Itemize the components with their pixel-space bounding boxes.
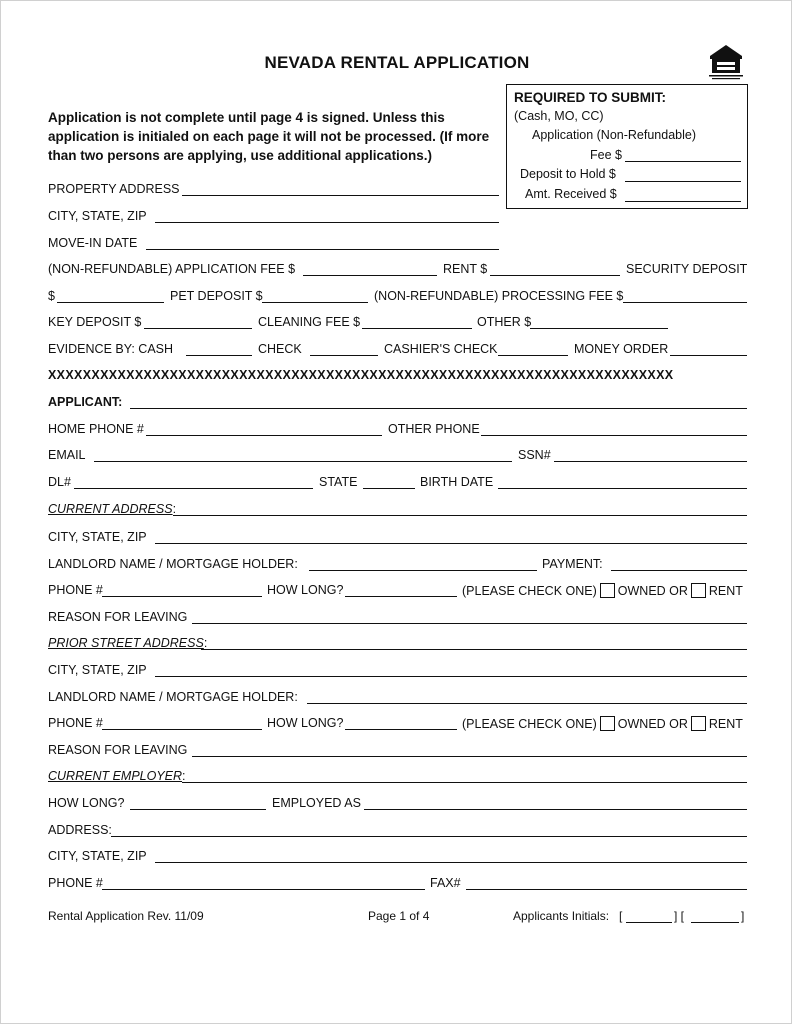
current-reason-field[interactable] <box>192 623 747 624</box>
current-landlord-label: LANDLORD NAME / MORTGAGE HOLDER: <box>48 557 298 571</box>
check-field[interactable] <box>310 355 378 356</box>
footer-bracket-mid: ] [ <box>674 909 685 923</box>
applicant-heading: APPLICANT: <box>48 395 123 409</box>
current-address-field[interactable] <box>173 515 747 516</box>
email-field[interactable] <box>94 461 512 462</box>
required-box <box>506 84 748 209</box>
received-field[interactable] <box>625 201 741 202</box>
property-city-label: CITY, STATE, ZIP <box>48 209 147 223</box>
processing-label: (NON-REFUNDABLE) PROCESSING FEE $ <box>374 289 624 303</box>
cleaning-field[interactable] <box>362 328 472 329</box>
home-phone-field[interactable] <box>146 435 382 436</box>
pet-label: PET DEPOSIT $ <box>170 289 263 303</box>
cleaning-label: CLEANING FEE $ <box>258 315 361 329</box>
prior-reason-label: REASON FOR LEAVING <box>48 743 188 757</box>
key-field[interactable] <box>144 328 252 329</box>
current-owned-checkbox[interactable] <box>600 583 615 598</box>
prior-address-heading <box>48 636 207 650</box>
prior-landlord-label: LANDLORD NAME / MORTGAGE HOLDER: <box>48 690 298 704</box>
page-title: NEVADA RENTAL APPLICATION <box>264 53 530 72</box>
property-address-field[interactable] <box>182 195 499 196</box>
ssn-label: SSN# <box>518 448 551 462</box>
footer-page-number: Page 1 of 4 <box>368 909 430 923</box>
initials-field-2[interactable] <box>691 922 739 923</box>
current-reason-label: REASON FOR LEAVING <box>48 610 188 624</box>
check-label: CHECK <box>258 342 302 356</box>
current-address-title: CURRENT ADDRESS <box>48 502 173 516</box>
current-phone-field[interactable] <box>102 596 262 597</box>
current-landlord-field[interactable] <box>309 570 537 571</box>
prior-phone-label: PHONE # <box>48 716 103 730</box>
employer-phone-label: PHONE # <box>48 876 103 890</box>
payment-field[interactable] <box>611 570 747 571</box>
security-dollar-label: $ <box>48 289 55 303</box>
prior-rent-checkbox[interactable] <box>691 716 706 731</box>
other-label: OTHER $ <box>477 315 532 329</box>
prior-how-long-label: HOW LONG? <box>267 716 344 730</box>
evidence-label: EVIDENCE BY: CASH <box>48 342 174 356</box>
app-fee-field[interactable] <box>303 275 437 276</box>
footer-bracket-open: [ <box>619 909 623 923</box>
current-city-field[interactable] <box>155 543 747 544</box>
cashiers-field[interactable] <box>498 355 568 356</box>
employed-as-label: EMPLOYED AS <box>272 796 361 810</box>
processing-field[interactable] <box>623 302 747 303</box>
cashiers-label: CASHIER'S CHECK <box>384 342 498 356</box>
current-check-one-text: (PLEASE CHECK ONE) <box>462 584 597 598</box>
employer-city-label: CITY, STATE, ZIP <box>48 849 147 863</box>
prior-phone-field[interactable] <box>102 729 262 730</box>
deposit-label: Deposit to Hold $ <box>520 167 616 181</box>
pet-field[interactable] <box>262 302 368 303</box>
prior-landlord-field[interactable] <box>307 703 747 704</box>
current-rent-checkbox[interactable] <box>691 583 706 598</box>
money-order-label: MONEY ORDER <box>574 342 669 356</box>
other-phone-field[interactable] <box>481 435 747 436</box>
required-heading: REQUIRED TO SUBMIT: <box>514 90 667 105</box>
state-field[interactable] <box>363 488 415 489</box>
employer-fax-label: FAX# <box>430 876 461 890</box>
move-in-label: MOVE-IN DATE <box>48 236 138 250</box>
birth-date-field[interactable] <box>498 488 747 489</box>
prior-owned-checkbox[interactable] <box>600 716 615 731</box>
footer-initials-label: Applicants Initials: <box>513 909 610 923</box>
initials-field-1[interactable] <box>626 922 672 923</box>
app-fee-label: (NON-REFUNDABLE) APPLICATION FEE $ <box>48 262 296 276</box>
security-label: SECURITY DEPOSIT <box>626 262 748 276</box>
rent-label: RENT $ <box>443 262 488 276</box>
employed-as-field[interactable] <box>364 809 747 810</box>
application-label: Application (Non-Refundable) <box>532 128 696 142</box>
move-in-field[interactable] <box>146 249 499 250</box>
cash-field[interactable] <box>186 355 252 356</box>
prior-city-field[interactable] <box>155 676 747 677</box>
dl-label: DL# <box>48 475 71 489</box>
prior-check-one-text: (PLEASE CHECK ONE) <box>462 717 597 731</box>
prior-city-label: CITY, STATE, ZIP <box>48 663 147 677</box>
payment-methods: (Cash, MO, CC) <box>514 109 604 123</box>
employer-field[interactable] <box>182 782 747 783</box>
applicant-name-field[interactable] <box>130 408 747 409</box>
received-label: Amt. Received $ <box>525 187 617 201</box>
prior-address-title: PRIOR STREET ADDRESS <box>48 636 204 650</box>
current-check-one-label <box>462 583 743 598</box>
employer-heading <box>48 769 186 783</box>
ssn-field[interactable] <box>554 461 747 462</box>
prior-reason-field[interactable] <box>192 756 747 757</box>
footer-revision: Rental Application Rev. 11/09 <box>48 909 204 923</box>
fee-label: Fee $ <box>590 148 622 162</box>
employer-title: CURRENT EMPLOYER <box>48 769 183 783</box>
employer-phone-field[interactable] <box>102 889 425 890</box>
home-phone-label: HOME PHONE # <box>48 422 144 436</box>
current-city-label: CITY, STATE, ZIP <box>48 530 147 544</box>
deposit-field[interactable] <box>625 181 741 182</box>
other-phone-label: OTHER PHONE <box>388 422 480 436</box>
employer-city-field[interactable] <box>155 862 747 863</box>
current-address-colon: : <box>172 502 177 516</box>
employer-how-long-label: HOW LONG? <box>48 796 125 810</box>
current-rent-label: RENT <box>708 584 743 598</box>
rent-field[interactable] <box>490 275 620 276</box>
employer-fax-field[interactable] <box>466 889 747 890</box>
equal-housing-icon <box>706 43 746 81</box>
birth-date-label: BIRTH DATE <box>420 475 494 489</box>
footer-bracket-close: ] <box>741 909 745 923</box>
current-how-long-label: HOW LONG? <box>267 583 344 597</box>
payment-label: PAYMENT: <box>542 557 603 571</box>
prior-address-field[interactable] <box>201 649 747 650</box>
other-field[interactable] <box>530 328 668 329</box>
security-field[interactable] <box>57 302 164 303</box>
employer-colon: : <box>182 769 186 783</box>
separator-row: XXXXXXXXXXXXXXXXXXXXXXXXXXXXXXXXXXXXXXXXXXXXXXXXXXXXXXXXXXXXXXXXXXXXXXXX <box>48 368 674 382</box>
current-address-heading <box>48 502 176 516</box>
key-label: KEY DEPOSIT $ <box>48 315 142 329</box>
property-city-field[interactable] <box>155 222 499 223</box>
email-label: EMAIL <box>48 448 86 462</box>
dl-field[interactable] <box>74 488 313 489</box>
intro-notice: Application is not complete until page 4 is signed. Unless this application is initialed on each page it will not be processed. (If more than two persons are applying, use additional applications.) <box>48 110 490 163</box>
prior-address-colon: : <box>203 636 208 650</box>
current-how-long-field[interactable] <box>345 596 457 597</box>
prior-owned-label: OWNED OR <box>617 717 688 731</box>
employer-address-label: ADDRESS: <box>48 823 112 837</box>
property-address-label: PROPERTY ADDRESS <box>48 182 180 196</box>
employer-how-long-field[interactable] <box>130 809 266 810</box>
fee-field[interactable] <box>625 161 741 162</box>
state-label: STATE <box>319 475 358 489</box>
current-owned-label: OWNED OR <box>617 584 688 598</box>
prior-how-long-field[interactable] <box>345 729 457 730</box>
prior-check-one-label <box>462 716 743 731</box>
employer-address-field[interactable] <box>111 836 747 837</box>
money-order-field[interactable] <box>670 355 747 356</box>
prior-rent-label: RENT <box>708 717 743 731</box>
current-phone-label: PHONE # <box>48 583 103 597</box>
